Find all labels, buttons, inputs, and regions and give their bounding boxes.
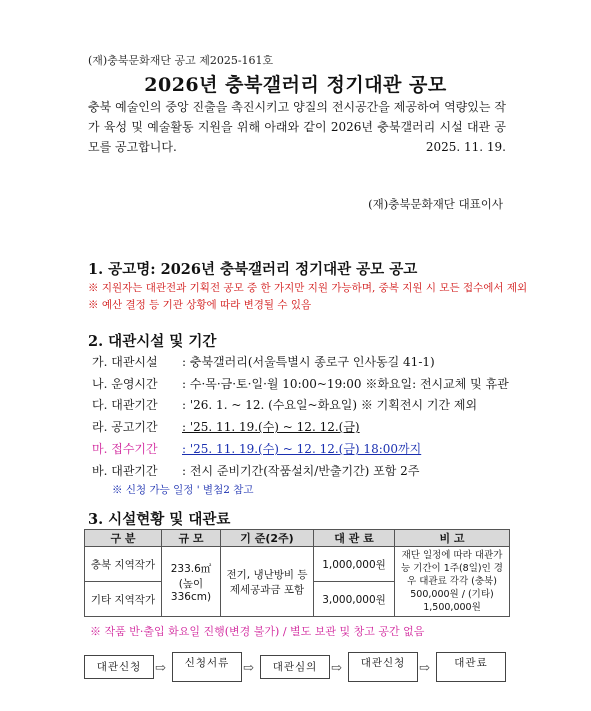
basis-cell: 전기, 냉난방비 등 제세공과금 포함 [221, 547, 314, 617]
notice-number: (재)충북문화재단 공고 제2025-161호 [88, 54, 274, 67]
arrow-icon: ⇨ [155, 661, 166, 676]
flow-step-apply: 대관신청 [84, 655, 154, 679]
fee-other: 3,000,000원 [314, 582, 395, 617]
notice-period-row: 라. 공고기간 : '25. 11. 19.(수) ~ 12. 12.(금) [92, 420, 360, 434]
notice-date: 2025. 11. 19. [425, 140, 506, 154]
arrow-icon: ⇨ [331, 661, 342, 676]
col-category: 구 분 [85, 530, 162, 547]
schedule-note: ※ 신청 가능 일정 ' 별첨2 참고 [112, 484, 254, 496]
col-scale: 규 모 [162, 530, 221, 547]
table-note: ※ 작품 반·출입 화요일 진행(변경 불가) / 별도 보관 및 창고 공간 없음 [90, 625, 425, 638]
facility-row: 가. 대관시설 : 충북갤러리(서울특별시 종로구 인사동길 41-1) [92, 355, 435, 369]
intro-text: 충북 예술인의 중앙 진출을 촉진시키고 양질의 전시공간을 제공하여 역량있는 작가 육성 및 예술활동 지원을 위해 아래와 같이 2026년 충북갤러리 시설 대관 공모를 공고합니다. [88, 100, 506, 154]
rental-period-row: 다. 대관기간 : '26. 1. ~ 12. (수요일~화요일) ※ 기획전시 기간 제외 [92, 398, 478, 412]
flow-step-review: 대관심의 [260, 655, 330, 679]
remark-cell: 재단 일정에 따라 대관가능 기간이 1주(8일)인 경우 대관료 각각 (충북) 500,000원 / (기타) 1,500,000원 [395, 547, 510, 617]
issuer: (재)충북문화재단 대표이사 [368, 197, 503, 211]
scale-cell: 233.6㎡ (높이 336cm) [162, 547, 221, 617]
fee-local: 1,000,000원 [314, 547, 395, 582]
arrow-icon: ⇨ [243, 661, 254, 676]
duration-row: 바. 대관기간 : 전시 준비기간(작품설치/반출기간) 포함 2주 [92, 464, 420, 478]
section2-heading: 2. 대관시설 및 기간 [88, 333, 217, 350]
row-label-local: 충북 지역작가 [85, 547, 162, 582]
section1-note-1: ※ 지원자는 대관전과 기획전 공모 중 한 가지만 지원 가능하며, 중복 지원 시 모든 접수에서 제외 [88, 282, 528, 294]
flow-step-apply-2: 대관신청 [348, 652, 418, 682]
arrow-icon: ⇨ [419, 661, 430, 676]
hours-row: 나. 운영시간 : 수·목·금·토·일·월 10:00~19:00 ※화요일: 전시교체 및 휴관 [92, 377, 509, 391]
col-basis: 기 준(2주) [221, 530, 314, 547]
section3-heading: 3. 시설현황 및 대관료 [88, 511, 231, 528]
col-fee: 대 관 료 [314, 530, 395, 547]
page-title: 2026년 충북갤러리 정기대관 공모 [144, 74, 447, 96]
section1-note-2: ※ 예산 결정 등 기관 상황에 따라 변경될 수 있음 [88, 299, 312, 311]
flow-step-fee: 대관료 [436, 652, 506, 682]
flow-step-documents: 신청서류 [172, 652, 242, 682]
row-label-other: 기타 지역작가 [85, 582, 162, 617]
col-remark: 비 고 [395, 530, 510, 547]
fee-table [84, 529, 510, 617]
section1-heading: 1. 공고명: 2026년 충북갤러리 정기대관 공모 공고 [88, 261, 418, 278]
intro-paragraph [88, 97, 506, 157]
application-period-row: 마. 접수기간 : '25. 11. 19.(수) ~ 12. 12.(금) 18:00까지 [92, 442, 422, 456]
